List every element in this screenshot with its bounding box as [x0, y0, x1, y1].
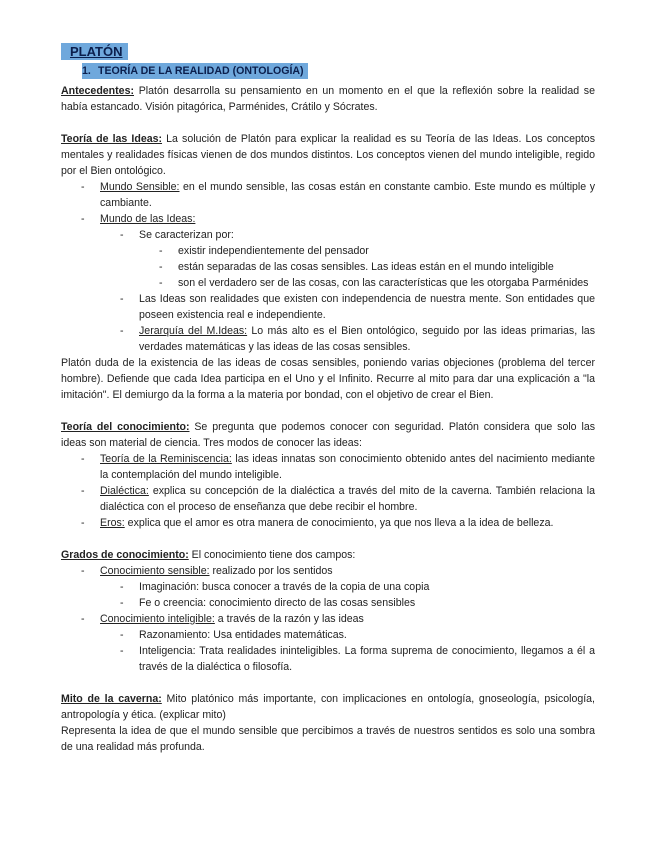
- mundo-sensible-term: Mundo Sensible:: [100, 181, 180, 193]
- conocimiento-list: [61, 451, 595, 531]
- grados-text: El conocimiento tiene dos campos:: [188, 549, 356, 561]
- spacer: [61, 675, 595, 691]
- ideas-paragraph: [61, 131, 595, 179]
- section-label: TEORÍA DE LA REALIDAD (ONTOLOGÍA): [98, 65, 304, 77]
- conocimiento-sensible-term: Conocimiento sensible:: [100, 565, 210, 577]
- mundo-ideas-term: Mundo de las Ideas:: [100, 213, 196, 225]
- list-item-conocimiento-sensible: [61, 563, 595, 579]
- grados-list: [61, 563, 595, 675]
- conocimiento-text: Se pregunta que podemos conocer con seguridad. Platón considera que solo las ideas son material de ciencia. Tres modos de conocer las ideas:: [61, 421, 596, 449]
- list-item-conocimiento-inteligible: [61, 611, 595, 627]
- list-item-dialectica: [61, 483, 595, 515]
- list-item-char: - están separadas de las cosas sensibles. Las ideas están en el mundo inteligible: [61, 259, 595, 275]
- conocimiento-term: Teoría del conocimiento:: [61, 421, 190, 433]
- dialectica-term: Dialéctica:: [100, 485, 149, 497]
- list-item-realidades: - Las Ideas son realidades que existen con independencia de nuestra mente. Son entidades que poseen existencia real e independiente.: [61, 291, 595, 323]
- ideas-list: [61, 179, 595, 355]
- conocimiento-paragraph: [61, 419, 595, 451]
- list-item-mundo-sensible: [61, 179, 595, 211]
- ideas-term: Teoría de las Ideas:: [61, 133, 163, 145]
- list-item-mundo-ideas: [61, 211, 595, 227]
- grados-paragraph: [61, 547, 595, 563]
- conocimiento-inteligible-text: a través de la razón y las ideas: [214, 613, 364, 625]
- mundo-sensible-text: en el mundo sensible, las cosas están en constante cambio. Este mundo es múltiple y cambiante.: [100, 181, 595, 209]
- spacer: [61, 403, 595, 419]
- reminiscencia-text: las ideas innatas son conocimiento obtenido antes del nacimiento mediante la contemplación del mundo inteligible.: [100, 453, 595, 481]
- mito-paragraph: [61, 691, 595, 723]
- list-item-jerarquia: [61, 323, 595, 355]
- ideas-text: La solución de Platón para explicar la realidad es su Teoría de las Ideas. Los conceptos mentales y realidades físicas vienen de dos mundos distintos. Los conceptos vienen del mundo inteligible, regido por el Bien ontológico.: [61, 133, 595, 177]
- doc-title: PLATÓN: [61, 43, 128, 60]
- list-item-creencia: - Fe o creencia: conocimiento directo de las cosas sensibles: [61, 595, 595, 611]
- section-number: 1.: [82, 65, 91, 77]
- grados-term: Grados de conocimiento:: [61, 549, 189, 561]
- eros-term: Eros:: [100, 517, 125, 529]
- jerarquia-text: Lo más alto es el Bien ontológico, seguido por las ideas primarias, las verdades matemáticas y las ideas de las cosas sensibles.: [139, 325, 595, 353]
- duda-paragraph: Platón duda de la existencia de las ideas de cosas sensibles, poniendo varias objeciones (problema del tercer hombre). Defiende que cada Idea participa en el Uno y el Infinito. Recurre al mito para dar una explicación a "la imitación". El demiurgo da la forma a la materia por bondad, con el objetivo de crear el Bien.: [61, 357, 595, 401]
- list-item-imaginacion: - Imaginación: busca conocer a través de la copia de una copia: [61, 579, 595, 595]
- conocimiento-inteligible-term: Conocimiento inteligible:: [100, 613, 215, 625]
- antecedentes-term: Antecedentes:: [61, 85, 134, 97]
- list-item-reminiscencia: [61, 451, 595, 483]
- list-item-char: - son el verdadero ser de las cosas, con las características que les otorgaba Parménides: [61, 275, 595, 291]
- conocimiento-sensible-text: realizado por los sentidos: [209, 565, 333, 577]
- spacer: [61, 531, 595, 547]
- antecedentes-paragraph: [61, 83, 595, 115]
- list-item-caracterizan: [61, 227, 595, 243]
- mito-paragraph-2: Representa la idea de que el mundo sensible que percibimos a través de nuestros sentidos es solo una sombra de una realidad más profunda.: [61, 725, 595, 753]
- reminiscencia-term: Teoría de la Reminiscencia:: [100, 453, 232, 465]
- list-item-char: - existir independientemente del pensador: [61, 243, 595, 259]
- mito-text: Mito platónico más importante, con implicaciones en ontología, gnoseología, psicología, antropología y ética. (explicar mito): [61, 693, 596, 721]
- eros-text: explica que el amor es otra manera de conocimiento, ya que nos lleva a la idea de belleza.: [124, 517, 554, 529]
- antecedentes-text: Platón desarrolla su pensamiento en un momento en el que la reflexión sobre la realidad se había estancado. Visión pitagórica, Parménides, Crátilo y Sócrates.: [61, 85, 595, 113]
- mito-term: Mito de la caverna:: [61, 693, 162, 705]
- list-item-inteligencia: - Inteligencia: Trata realidades ininteligibles. La forma suprema de conocimiento, llegamos a él a través de la dialéctica o filosofía.: [61, 643, 595, 675]
- spacer: [61, 115, 595, 131]
- section-heading-highlight: [82, 63, 308, 79]
- caracterizan-text: Se caracterizan por:: [139, 229, 234, 241]
- list-item-razonamiento: - Razonamiento: Usa entidades matemáticas.: [61, 627, 595, 643]
- list-item-eros: [61, 515, 595, 531]
- doc-title-wrap: [61, 43, 595, 63]
- section-heading: [82, 63, 595, 79]
- dialectica-text: explica su concepción de la dialéctica a través del mito de la caverna. También relaciona la dialéctica con el proceso de enseñanza que debe recibir el hombre.: [100, 485, 595, 513]
- jerarquia-term: Jerarquía del M.Ideas:: [139, 325, 248, 337]
